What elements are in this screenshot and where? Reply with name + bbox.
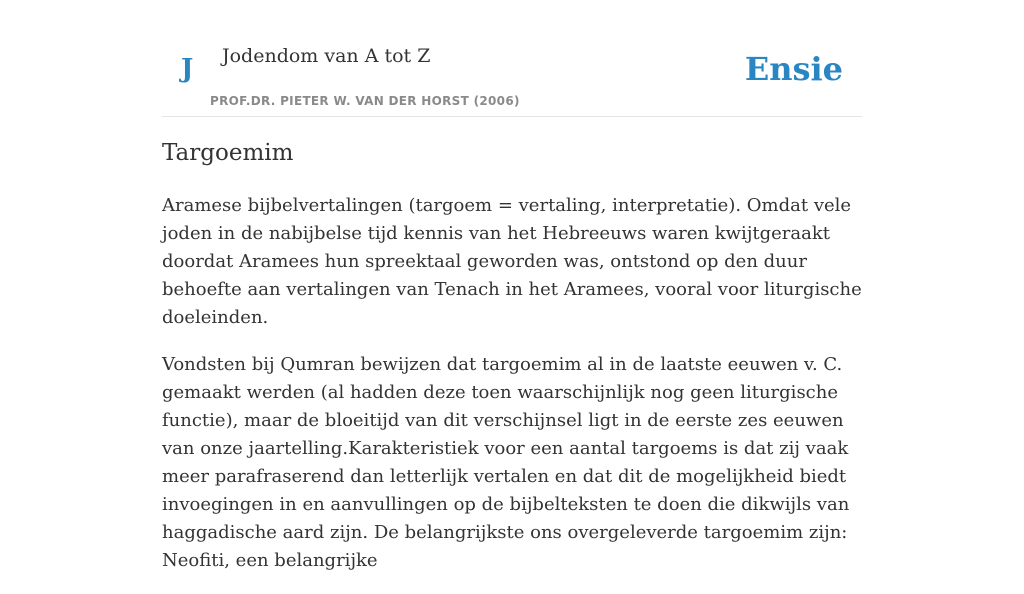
book-title[interactable]: Jodendom van A tot Z (222, 45, 431, 67)
header (162, 0, 862, 117)
brand-logo[interactable]: Ensie (744, 50, 843, 88)
entry-paragraph: Aramese bijbelvertalingen (targoem = vertaling, interpretatie). Omdat vele joden in de nabijbelse tijd kennis van het Hebreeuws waren kwijtgeraakt doordat Aramees hun spreektaal geworden was, ontstond op den duur behoefte aan vertalingen van Tenach in het Aramees, vooral voor liturgische doeleinden. (162, 195, 862, 328)
book-logo[interactable]: J (181, 54, 194, 84)
book-author: PROF.DR. PIETER W. VAN DER HORST (2006) (210, 94, 520, 108)
entry-body (162, 192, 862, 594)
entry-title: Targoemim (162, 140, 294, 166)
entry-paragraph: Vondsten bij Qumran bewijzen dat targoemim al in de laatste eeuwen v. C. gemaakt werden (al hadden deze toen waarschijnlijk nog geen liturgische functie), maar de bloeitijd van dit verschijnsel ligt in de eerste zes eeuwen van onze jaartelling.Karakteristiek voor een aantal targoems is dat zij vaak meer parafraserend dan letterlijk vertalen en dat dit de mogelijkheid biedt invoegingen in en aanvullingen op de bijbelteksten te doen die dikwijls van haggadische aard zijn. De belangrijkste ons overgeleverde targoemim zijn: Neofiti, een belangrijke (162, 354, 850, 571)
